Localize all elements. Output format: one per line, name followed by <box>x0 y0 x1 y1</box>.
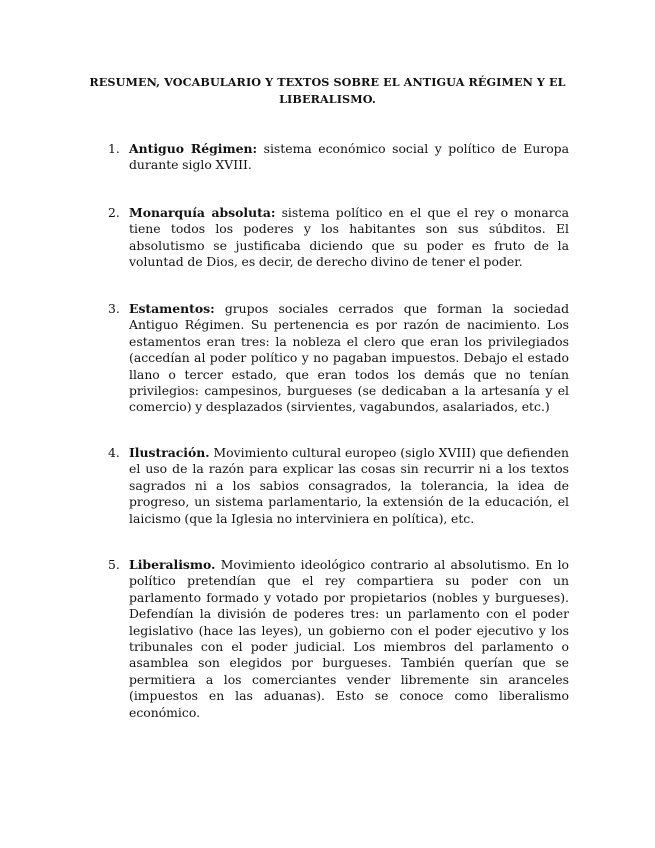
list-item-body <box>129 141 569 174</box>
list-item-term: Liberalismo. <box>129 557 216 572</box>
list-item-number: 5. <box>108 557 120 572</box>
list-item-term: Antiguo Régimen: <box>129 141 258 156</box>
list-item-term: Monarquía absoluta: <box>129 205 276 220</box>
list-item-number: 1. <box>108 141 120 156</box>
list-item-body <box>129 301 569 416</box>
list-item-number: 2. <box>108 205 120 220</box>
list-item-text: sistema económico social y político de Europa durante siglo XVIII. <box>129 141 569 173</box>
list-item-term: Estamentos: <box>129 301 215 316</box>
list-item-text: grupos sociales cerrados que forman la sociedad Antiguo Régimen. Su pertenencia es por razón de nacimiento. Los estamentos eran tres: la nobleza el clero que eran los privilegiados (accedían al poder político y no pagaban impuestos. Debajo el estado llano o tercer estado, que eran todos los demás que no tenían privilegios: campesinos, burgueses (se dedicaban a la artesanía y el comercio) y desplazados (sirvientes, vagabundos, asalariados, etc.) <box>129 301 570 415</box>
list-item-body <box>129 557 569 721</box>
list-item-body <box>129 445 569 527</box>
list-item-number: 3. <box>108 301 120 316</box>
list-item-text: sistema político en el que el rey o monarca tiene todos los poderes y los habitantes son sus súbditos. El absolutismo se justificaba diciendo que su poder es fruto de la voluntad de Dios, es decir, de derecho divino de tener el poder. <box>129 205 569 270</box>
list-item-text: Movimiento cultural europeo (siglo XVIII) que defienden el uso de la razón para explicar las cosas sin recurrir ni a los textos sagrados ni a los sabios consagrados, la tolerancia, la idea de progreso, un sistema parlamentario, la extensión de la educación, el laicismo (que la Iglesia no interviniera en política), etc. <box>129 445 570 526</box>
list-item-text: Movimiento ideológico contrario al absolutismo. En lo político pretendían que el rey compartiera su poder con un parlamento formado y votado por propietarios (nobles y burgueses). Defendían la división de poderes tres: un parlamento con el poder legislativo (hace las leyes), un gobierno con el poder ejecutivo y los tribunales con el poder judicial. Los miembros del parlamento o asamblea son elegidos por burgueses. También querían que se permitiera a los comerciantes vender libremente sin aranceles (impuestos en las aduanas). Esto se conoce como liberalismo económico. <box>129 557 569 720</box>
document-title: RESUMEN, VOCABULARIO Y TEXTOS SOBRE EL ANTIGUA RÉGIMEN Y EL LIBERALISMO. <box>89 75 566 106</box>
list-item-term: Ilustración. <box>129 445 210 460</box>
list-item-number: 4. <box>108 445 120 460</box>
list-item-body <box>129 205 569 271</box>
